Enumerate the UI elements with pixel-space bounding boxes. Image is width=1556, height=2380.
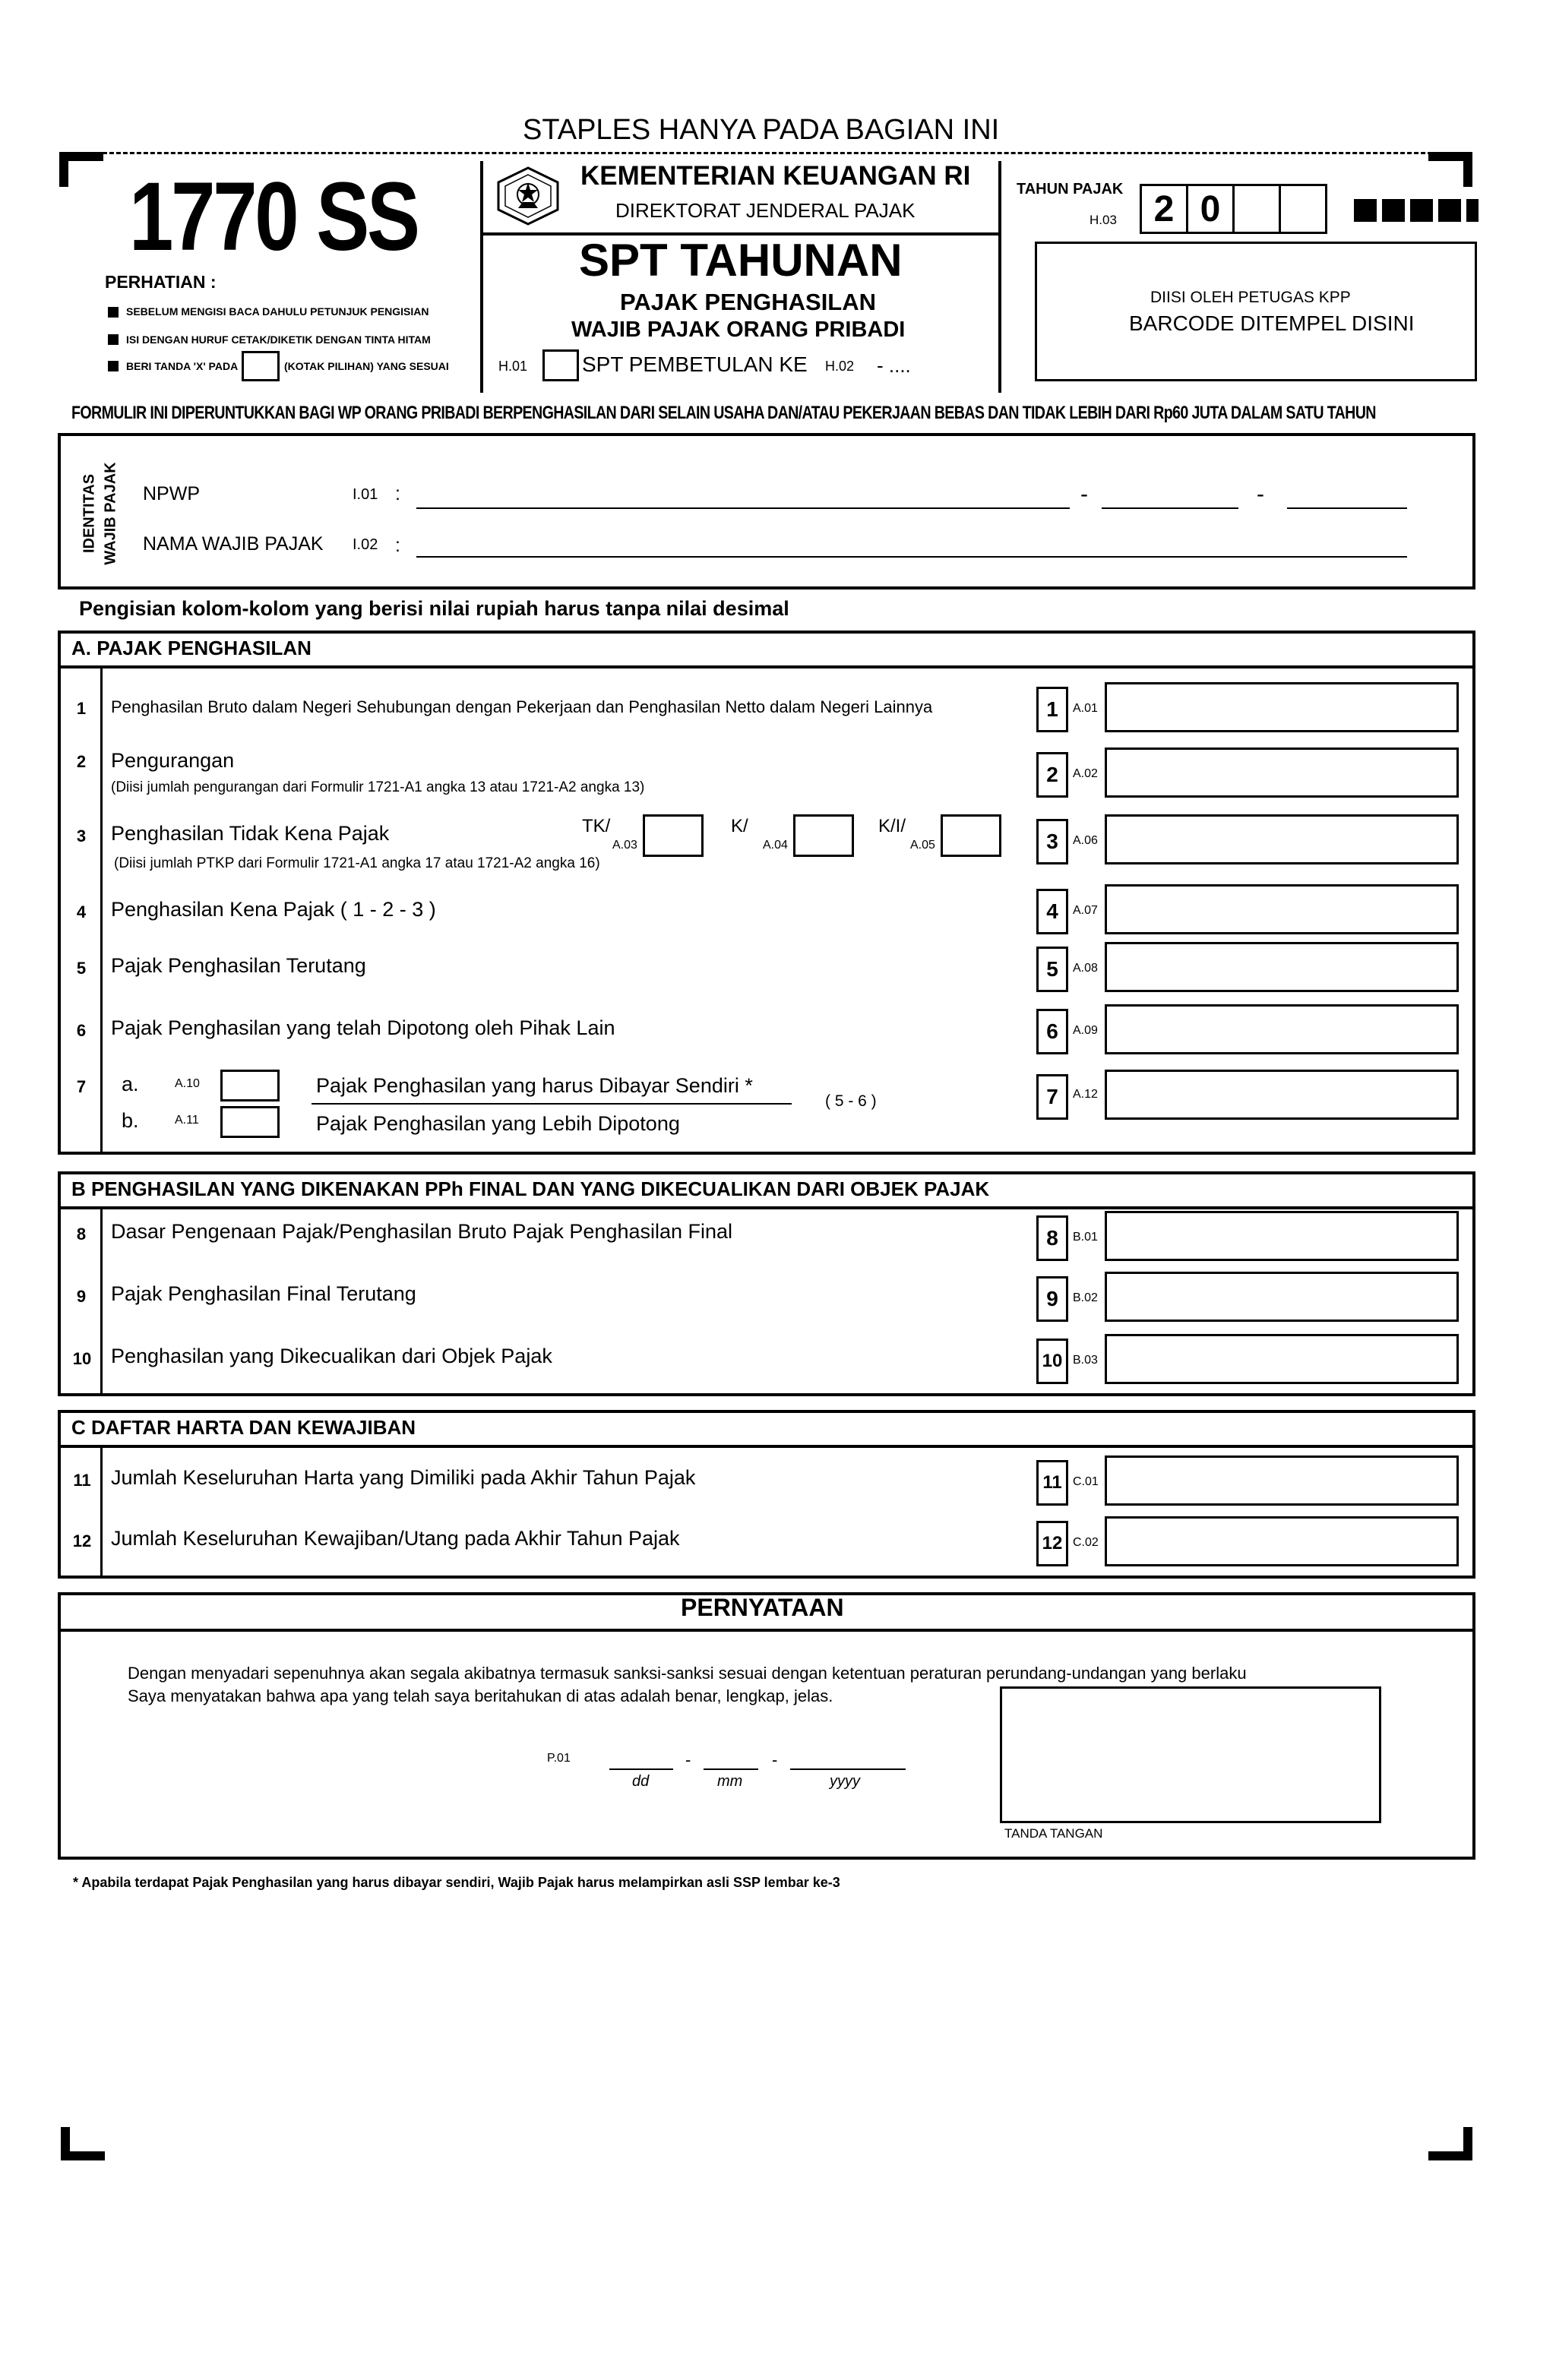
row-1-box-number: 1: [1036, 687, 1068, 732]
date-year-field[interactable]: [790, 1768, 906, 1770]
row-11-amount-field[interactable]: [1105, 1455, 1459, 1506]
date-day-field[interactable]: [609, 1768, 673, 1770]
kpp-note: DIISI OLEH PETUGAS KPP: [1150, 289, 1351, 306]
row-number: 7: [76, 1077, 87, 1096]
ptkp-ki-code: A.05: [910, 839, 935, 852]
row-number: 4: [76, 902, 87, 921]
row-3-code: A.06: [1073, 834, 1098, 847]
date-month-field[interactable]: [704, 1768, 758, 1770]
h03-code: H.03: [1090, 213, 1117, 227]
row-5-amount-field[interactable]: [1105, 942, 1459, 992]
row-4-code: A.07: [1073, 904, 1098, 917]
row-4-label: Penghasilan Kena Pajak ( 1 - 2 - 3 ): [111, 898, 436, 921]
section-a-title: A. PAJAK PENGHASILAN: [71, 637, 312, 659]
row-number: 9: [76, 1287, 87, 1306]
row-number: 2: [76, 752, 87, 771]
ptkp-ki-label: K/I/: [878, 816, 906, 836]
ptkp-k-code: A.04: [763, 839, 788, 852]
row-11-label: Jumlah Keseluruhan Harta yang Dimiliki pada Akhir Tahun Pajak: [111, 1466, 696, 1489]
row-7b-letter: b.: [122, 1109, 139, 1132]
taxpayer-side-label: WAJIB PAJAK: [102, 462, 119, 565]
npwp-field-3[interactable]: [1287, 507, 1407, 509]
bullet-icon: [108, 334, 119, 345]
row-10-box-number: 10: [1036, 1339, 1068, 1384]
row-2-note: (Diisi jumlah pengurangan dari Formulir 1721-A1 angka 13 atau 1721-A2 angka 13): [111, 779, 645, 795]
npwp-field-1[interactable]: [416, 507, 1070, 509]
attention-item-3: BERI TANDA 'X' PADA: [126, 360, 239, 372]
attention-title: PERHATIAN :: [105, 272, 217, 292]
row-11-code: C.01: [1073, 1475, 1099, 1488]
amendment-number[interactable]: - ....: [877, 354, 911, 377]
ptkp-tk-code: A.03: [612, 839, 637, 852]
ptkp-tk-field[interactable]: [643, 814, 704, 857]
row-7a-checkbox[interactable]: [220, 1070, 280, 1102]
row-8-amount-field[interactable]: [1105, 1211, 1459, 1261]
row-9-code: B.02: [1073, 1291, 1098, 1304]
row-12-label: Jumlah Keseluruhan Kewajiban/Utang pada Akhir Tahun Pajak: [111, 1527, 680, 1550]
amendment-checkbox[interactable]: [542, 349, 579, 381]
row-5-code: A.08: [1073, 962, 1098, 975]
row-7a-label: Pajak Penghasilan yang harus Dibayar Sendiri *: [316, 1074, 753, 1097]
signature-label: TANDA TANGAN: [1004, 1826, 1103, 1841]
row-6-box-number: 6: [1036, 1009, 1068, 1054]
barcode-note: BARCODE DITEMPEL DISINI: [1129, 311, 1415, 335]
staple-line: [68, 152, 1466, 154]
ministry-name: KEMENTERIAN KEUANGAN RI: [580, 161, 971, 191]
scan-marker-icon: [1466, 199, 1479, 222]
taxpayer-name-label: NAMA WAJIB PAJAK: [143, 533, 324, 555]
row-2-code: A.02: [1073, 767, 1098, 780]
row-9-box-number: 9: [1036, 1276, 1068, 1322]
row-7b-code: A.11: [175, 1114, 199, 1127]
date-separator: -: [685, 1750, 691, 1769]
rupiah-note: Pengisian kolom-kolom yang berisi nilai rupiah harus tanpa nilai desimal: [79, 597, 789, 620]
section-b-title: B PENGHASILAN YANG DIKENAKAN PPh FINAL DAN YANG DIKECUALIKAN DARI OBJEK PAJAK: [71, 1177, 990, 1200]
taxpayer-name-code: I.02: [353, 536, 378, 553]
row-3-label: Penghasilan Tidak Kena Pajak: [111, 822, 390, 845]
date-yyyy-hint: yyyy: [830, 1773, 860, 1790]
row-7-formula: ( 5 - 6 ): [825, 1092, 877, 1110]
bullet-icon: [108, 307, 119, 318]
date-separator: -: [772, 1750, 778, 1769]
tax-year-digit-1[interactable]: 2: [1140, 184, 1188, 234]
row-8-label: Dasar Pengenaan Pajak/Penghasilan Bruto Pajak Penghasilan Final: [111, 1220, 733, 1243]
tax-year-digit-4[interactable]: [1279, 184, 1327, 234]
row-3-amount-field[interactable]: [1105, 814, 1459, 864]
taxpayer-name-field[interactable]: [416, 556, 1407, 558]
ptkp-ki-field[interactable]: [941, 814, 1001, 857]
form-code: 1770 SS: [129, 163, 418, 271]
row-6-amount-field[interactable]: [1105, 1004, 1459, 1054]
example-checkbox: [242, 351, 280, 381]
staples-note: STAPLES HANYA PADA BAGIAN INI: [523, 114, 1000, 146]
row-9-label: Pajak Penghasilan Final Terutang: [111, 1282, 416, 1305]
row-6-code: A.09: [1073, 1024, 1098, 1037]
attention-item-1: SEBELUM MENGISI BACA DAHULU PETUNJUK PENGISIAN: [126, 305, 429, 318]
row-7b-label: Pajak Penghasilan yang Lebih Dipotong: [316, 1112, 680, 1135]
row-8-code: B.01: [1073, 1231, 1098, 1244]
row-12-amount-field[interactable]: [1105, 1516, 1459, 1566]
row-4-box-number: 4: [1036, 889, 1068, 934]
row-4-amount-field[interactable]: [1105, 884, 1459, 934]
row-5-box-number: 5: [1036, 947, 1068, 992]
row-number: 8: [76, 1225, 87, 1244]
row-2-box-number: 2: [1036, 752, 1068, 798]
row-number: 6: [76, 1021, 87, 1040]
row-7-box-number: 7: [1036, 1074, 1068, 1120]
spt-title: SPT TAHUNAN: [579, 235, 903, 286]
row-10-code: B.03: [1073, 1354, 1098, 1367]
signature-box[interactable]: [1000, 1686, 1381, 1823]
statement-title: PERNYATAAN: [681, 1594, 844, 1621]
ptkp-k-label: K/: [731, 816, 748, 836]
row-number: 1: [76, 699, 87, 718]
row-7-amount-field[interactable]: [1105, 1070, 1459, 1120]
row-12-code: C.02: [1073, 1536, 1099, 1549]
attention-item-2: ISI DENGAN HURUF CETAK/DIKETIK DENGAN TINTA HITAM: [126, 333, 431, 346]
row-3-note: (Diisi jumlah PTKP dari Formulir 1721-A1 angka 17 atau 1721-A2 angka 16): [114, 855, 600, 871]
h01-code: H.01: [498, 359, 528, 374]
scan-marker-icon: [1354, 199, 1377, 222]
scan-marker-icon: [1382, 199, 1405, 222]
row-1-label: Penghasilan Bruto dalam Negeri Sehubungan dengan Pekerjaan dan Penghasilan Netto dalam Negeri Lainnya: [111, 697, 933, 716]
row-12-box-number: 12: [1036, 1521, 1068, 1566]
npwp-field-2[interactable]: [1102, 507, 1238, 509]
row-8-box-number: 8: [1036, 1215, 1068, 1261]
row-2-label: Pengurangan: [111, 749, 235, 772]
ptkp-k-field[interactable]: [793, 814, 854, 857]
directorate-name: DIREKTORAT JENDERAL PAJAK: [615, 199, 916, 222]
bullet-icon: [108, 361, 119, 371]
identity-side-label: IDENTITAS: [81, 473, 98, 554]
ptkp-tk-label: TK/: [582, 816, 611, 836]
statement-line-1: Dengan menyadari sepenuhnya akan segala akibatnya termasuk sanksi-sanksi sesuai dengan ketentuan peraturan perundang-undangan yang berlaku: [128, 1664, 1247, 1683]
row-5-label: Pajak Penghasilan Terutang: [111, 954, 366, 977]
taxpayer-name-colon: :: [395, 535, 400, 556]
tax-year-digit-2[interactable]: 0: [1186, 184, 1235, 234]
subtitle-income-tax: PAJAK PENGHASILAN: [620, 289, 877, 315]
row-1-amount-field[interactable]: [1105, 682, 1459, 732]
form-purpose: FORMULIR INI DIPERUNTUKKAN BAGI WP ORANG PRIBADI BERPENGHASILAN DARI SELAIN USAHA DAN/ATAU PEKERJAAN BEBAS DAN TIDAK LEBIH DARI Rp60 JUTA DALAM SATU TAHUN: [71, 403, 1376, 423]
row-6-label: Pajak Penghasilan yang telah Dipotong oleh Pihak Lain: [111, 1016, 615, 1039]
row-number: 12: [72, 1531, 92, 1550]
row-number: 11: [73, 1471, 91, 1490]
row-10-amount-field[interactable]: [1105, 1334, 1459, 1384]
p01-code: P.01: [547, 1752, 571, 1765]
tax-year-label: TAHUN PAJAK: [1017, 181, 1124, 198]
npwp-colon: :: [395, 483, 400, 504]
scan-marker-icon: [1410, 199, 1433, 222]
row-10-label: Penghasilan yang Dikecualikan dari Objek Pajak: [111, 1345, 552, 1367]
identity-section: [58, 433, 1475, 589]
tax-year-digit-3[interactable]: [1232, 184, 1281, 234]
date-dd-hint: dd: [632, 1773, 650, 1790]
npwp-code: I.01: [353, 486, 378, 503]
row-7a-code: A.10: [175, 1077, 200, 1090]
row-2-amount-field[interactable]: [1105, 748, 1459, 798]
npwp-dash-1: -: [1080, 482, 1088, 507]
scan-marker-icon: [1438, 199, 1461, 222]
row-7a-letter: a.: [122, 1073, 139, 1095]
npwp-label: NPWP: [143, 483, 200, 504]
npwp-dash-2: -: [1257, 482, 1264, 507]
section-c-title: C DAFTAR HARTA DAN KEWAJIBAN: [71, 1416, 416, 1439]
statement-line-2: Saya menyatakan bahwa apa yang telah saya beritahukan di atas adalah benar, lengkap, jelas.: [128, 1686, 833, 1705]
attention-item-4: (KOTAK PILIHAN) YANG SESUAI: [284, 360, 449, 372]
amendment-label: SPT PEMBETULAN KE: [582, 352, 808, 376]
row-11-box-number: 11: [1036, 1460, 1068, 1506]
row-number: 5: [76, 959, 87, 978]
row-number: 10: [72, 1349, 92, 1368]
row-1-code: A.01: [1073, 702, 1098, 715]
ministry-emblem-icon: [495, 166, 561, 226]
row-number: 3: [76, 827, 87, 845]
row-7b-checkbox[interactable]: [220, 1106, 280, 1138]
row-9-amount-field[interactable]: [1105, 1272, 1459, 1322]
row-7-code: A.12: [1073, 1088, 1098, 1101]
h02-code: H.02: [825, 359, 855, 374]
subtitle-individual-taxpayer: WAJIB PAJAK ORANG PRIBADI: [571, 318, 906, 342]
row-3-box-number: 3: [1036, 819, 1068, 864]
date-mm-hint: mm: [717, 1773, 743, 1790]
footnote: * Apabila terdapat Pajak Penghasilan yang harus dibayar sendiri, Wajib Pajak harus melampirkan asli SSP lembar ke-3: [73, 1875, 840, 1890]
